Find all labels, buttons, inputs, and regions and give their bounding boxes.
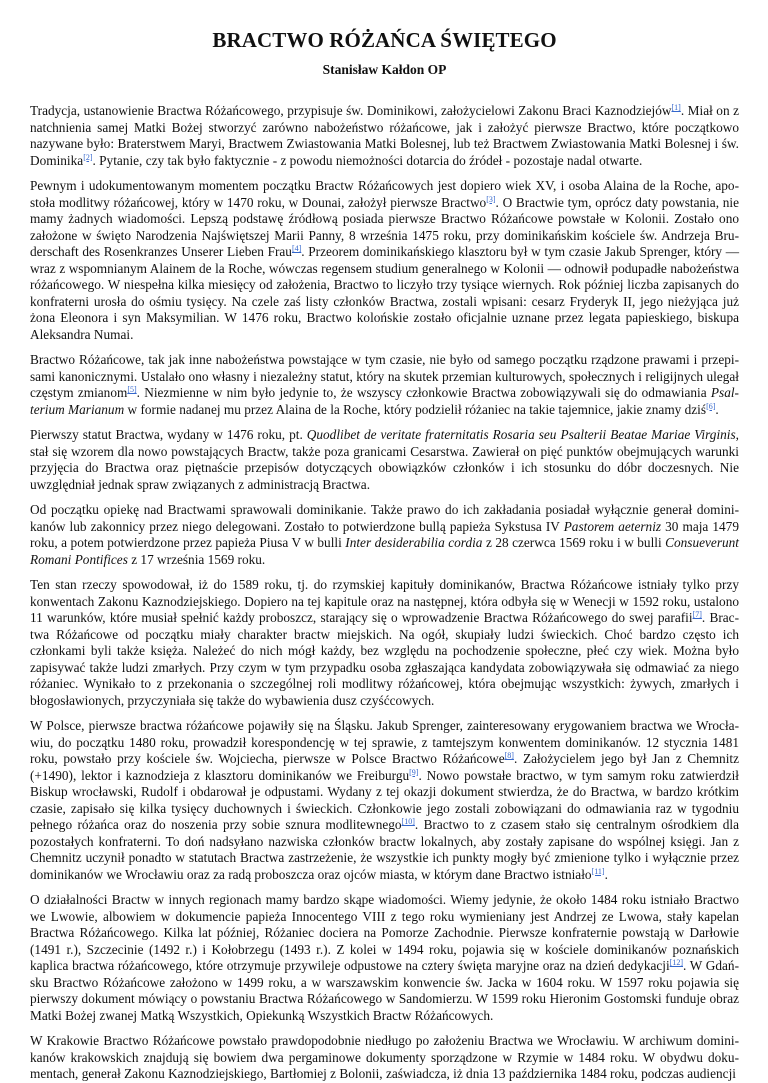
paragraph-text: . Bractwo to z czasem stało się centralnym ośrodkiem dla pozostałych konfraterni. To doń nadsyłano nazwiska członków bractw lokalnych, aby zostały zapisane do wspólnej księgi. Jan z Chemnitz uczynił ponadto w statutach Bractwa zastrzeżenie, że wszystkie ich punkty mogły być zmienione tylko i wyłącznie przez dominikanów we Wrocławiu oraz za radą proboszcza oraz ojców miasta, w którym dane Bractwo istniało bbox=[30, 817, 740, 882]
footnote-ref-link[interactable]: [3] bbox=[486, 194, 496, 204]
italic-title: Inter desiderabilia cordia bbox=[345, 535, 483, 550]
paragraph-text: Pierwszy statut Bractwa, wydany w 1476 roku, pt. bbox=[30, 427, 307, 442]
paragraph-text: Bractwo Różańcowe, tak jak inne nabożeństwa powstające w tym czasie, nie było od samego początku rządzone prawami i przepisami kanonicznymi. Ustalało ono własny i niezależny statut, który na skutek przemian kulturowych, społecznych i religijnych ulegał częstym zmianom bbox=[30, 352, 739, 400]
paragraph-text: Ten stan rzeczy spowodował, iż do 1589 roku, tj. do rzymskiej kapituły dominikanów, Bractwa Różańcowe istniały tylko przy konwentach Zakonu Kaznodziejskiego. Dopiero na tej kapitule oraz na następnej, która odbyła się w Wenecji w 1592 roku, ustalono 11 warunków, które musiał spełnić każdy proboszcz, starający się o wprowadzenie Bractwa Różańcowego do swej parafii bbox=[30, 577, 739, 625]
paragraph-text: . Miał on z natchnienia samej Matki Bożej stworzyć zarówno nabożeństwo różańcowe, jak i założyć pierwsze Bractwo, które początkowo nazywane było: Braterstwem Maryi, Bractwem Zwiastowania Matki Bolesnej, lub też Bractwem Zwiastowania Matki Bolesnej i św. Dominika bbox=[30, 103, 740, 168]
paragraph bbox=[30, 178, 739, 343]
paragraph-text: O działalności Bractw w innych regionach mamy bardzo skąpe wiadomości. Wiemy jedynie, że około 1484 roku istniało Bractwo we Lwowie, albowiem w dokumencie papieża Innocentego VIII z tego roku wymieniany jest Andrzej ze Lwowa, stały kapelan Bractwa Różańcowego. Kilka lat później, Różaniec dociera na Pomorze Zachodnie. Pierwsze konfraternie powstają w Darłowie (1491 r.), Szczecinie (1492 r.) i Kołobrzegu (1493 r.). Z kolei w 1494 roku, pojawia się w kościele dominikanów poznańskich kaplica bractwa różańcowego, które otrzymuje przywileje odpustowe na cztery święta maryjne oraz na dzień dedykacji bbox=[30, 892, 739, 973]
paragraph-text: . O Bractwie tym, oprócz daty powstania, nie mamy żadnych wiadomości. Lepszą podstawę źródłową posiada pierwsze Bractwo Różańcowe powstałe w Kolonii. Zostało ono założone w święto Narodzenia Najświętszej Marii Panny, 8 września 1475 roku, przy dominikańskim kościele św. Andrzeja Bruderschaft des Rosenkranzes Unserer Lieben Frau bbox=[30, 194, 739, 259]
paragraph-text: w formie nadanej mu przez Alaina de la Roche, który podzielił różaniec na takie tajemnice, jakie znamy dziś bbox=[124, 401, 707, 417]
paragraph-text: , stał się wzorem dla nowo powstających Bractw, także poza granicami Cesarstwa. Zawierał on pięć punktów obejmujących warunki przyjęcia do Bractwa oraz piętnaście przepisów dotyczących obowiązków członków i ich stosunku do dóbr doczesnych. Nie uwzględniał jednak spraw związanych z administracją Bractwa. bbox=[30, 427, 739, 492]
paragraph bbox=[30, 892, 739, 1024]
paragraph-text: z 28 czerwca 1569 roku i w bulli bbox=[482, 535, 666, 550]
footnote-ref-link[interactable]: [5] bbox=[127, 385, 137, 394]
paragraph-text: Od początku opiekę nad Bractwami sprawowali dominikanie. Także prawo do ich zakładania posiadał wyłącznie generał dominikanów lub zakonnicy przez niego delegowani. Zostało to potwierdzone bullą papieża Sykstusa IV bbox=[30, 502, 739, 534]
footnote-ref-link[interactable]: [8] bbox=[504, 751, 514, 760]
italic-title: Quodlibet de veritate fraternitatis Rosaria seu Psalterii Beatae Mariae Virginis bbox=[306, 427, 736, 442]
paragraph-text: W Polsce, pierwsze bractwa różańcowe pojawiły się na Śląsku. Jakub Sprenger, zainteresowany erygowaniem bractwa we Wrocławiu, do początku 1480 roku, prowadził korespondencję w tej sprawie, z tamtejszym konwentem dominikanów. 12 stycznia 1481 roku, powstało przy kościele św. Wojciecha, pierwsze w Polsce Bractwo Różańcowe bbox=[30, 718, 739, 766]
document-author: Stanisław Kałdon OP bbox=[322, 62, 447, 77]
italic-title: Pastorem aeterniz bbox=[563, 518, 662, 534]
paragraph-text: . Pytanie, czy tak było faktycznie - z powodu niemożności dotarcia do źródeł - pozostaje nadal otwarte. bbox=[92, 152, 643, 168]
paragraph-text: . Przeorem dominikańskiego klasztoru był w tym czasie Jakub Sprenger, który — wraz z wspomnianym Alainem de la Roche, wówczas regensem studium generalnego w Kolonii — odnowił podupadłe nabożeństwa różańcowego. W niespełna kilka miesięcy od założenia, Bractwo to liczyło trzy tysiące wiernych. Rok później liczba zapisanych do konfraterni urosła do ośmiu tysięcy. Na czele zaś listy członków Bractwa, zostali wpisani: cesarz Fryderyk II, jego nieżyjąca już żona Eleonora i syn Maksymilian. W 1476 roku, Bractwo kolońskie zostało oficjalnie uznane przez legata papieskiego, biskupa Aleksandra Numai. bbox=[30, 244, 740, 342]
footnote-ref-link[interactable]: [10] bbox=[401, 817, 415, 826]
document-title: BRACTWO RÓŻAŃCA ŚWIĘTEGO bbox=[212, 28, 557, 52]
footnote-ref-link[interactable]: [2] bbox=[83, 152, 93, 162]
paragraph-text: Tradycja, ustanowienie Bractwa Różańcowego, przypisuje św. Dominikowi, założycielowi Zakonu Braci Kaznodziejów bbox=[30, 103, 672, 118]
footnote-ref-link[interactable]: [4] bbox=[291, 244, 302, 253]
paragraph-text: . Założycielem jego był Jan z Chemnitz (+1490), lektor i kaznodzieja z klasztoru dominikanów we Freiburgu bbox=[30, 751, 739, 783]
footnote-ref-link[interactable]: [1] bbox=[671, 103, 681, 112]
italic-title: Consueverunt Romani Pontifices bbox=[30, 535, 740, 567]
paragraph-text: z 17 września 1569 roku. bbox=[127, 551, 266, 567]
paragraph bbox=[30, 427, 739, 493]
italic-title: Psalterium Marianum bbox=[30, 385, 739, 417]
footnote-ref-link[interactable]: [11] bbox=[591, 866, 605, 876]
paragraph-text: . Bractwa Różańcowe od początku miały charakter bractw miejskich. Na ogół, skupiały ludzi świeckich. Choć bardzo często ich członkami byli także księża. Należeć do nich mógł każdy, bez względu na pochodzenie społeczne, płeć czy wiek. Można było zapisywać także ludzi zmarłych. Przy czym w tym przypadku osoba zgłaszająca kandydata zobowiązywała się odmawiać za niego różaniec. Wynikało to z przekonania o szczególnej roli modlitwy różańcowej, która obejmując wszystkich: żywych, zmarłych i błogosławionych, przyczyniała się także do wybawienia dusz czyśćcowych. bbox=[30, 610, 740, 708]
footnote-ref-link[interactable]: [9] bbox=[409, 767, 419, 777]
paragraph-text: 30 maja 1479 roku, a potem potwierdzone przez papieża Piusa V w bulli bbox=[30, 518, 739, 550]
paragraph-text: . W Gdańsku Bractwo Różańcowe założono w 1499 roku, a w warszawskim konwencie św. Jacka w 1604 roku. W 1597 roku pojawia się pierwszy dokument mówiący o powstaniu Bractwa Różańcowego w Sandomierzu. W 1599 roku Hieronim Gostomski funduje obraz Matki Bożej zwanej Matką Wszystkich, Opiekunką Wszystkich Bractw Różańcowych. bbox=[30, 958, 739, 1023]
paragraph bbox=[30, 103, 739, 169]
paragraph-text: W Krakowie Bractwo Różańcowe powstało prawdopodobnie niedługo po założeniu Bractwa we Wrocławiu. W archiwum dominikanów krakowskich znajdują się bowiem dwa pergaminowe dokumenty sporządzone w Rzymie w 1484 roku. W obydwu dokumentach, generał Zakonu Kaznodziejskiego, Bartłomiej z Bolonii, zaświadcza, iż dnia 13 października 1484 roku, podczas audiencji bbox=[30, 1033, 739, 1081]
footnote-ref-link[interactable]: [12] bbox=[669, 958, 683, 967]
paragraph-text: . bbox=[604, 866, 608, 882]
paragraph-text: . Niezmienne w nim było jedynie to, że wszyscy członkowie Bractwa zobowiązywali się do odmawiania bbox=[136, 385, 711, 400]
paragraph-text: . Nowo powstałe bractwo, w tym samym roku zatwierdził Biskup wrocławski, Rudolf i obdarował je odpustami. Wydany z tej okazji dokument stwierdza, że do Bractwa, w bardzo krótkim czasie, zapisało się kilka tysięcy duchownych i świeckich. Członkowie jego zostali zobowiązani do odmawiania raz w tygodniu pełnego różańca oraz do noszenia przy sobie sznura modlitewnego bbox=[30, 767, 739, 832]
paragraph bbox=[30, 352, 739, 418]
paragraph bbox=[30, 1033, 739, 1083]
paragraph bbox=[30, 502, 739, 568]
paragraph-text: . bbox=[715, 401, 719, 417]
paragraph-text: Pewnym i udokumentowanym momentem początku Bractw Różańcowych jest dopiero wiek XV, i osoba Alaina de la Roche, apostoła modlitwy różańcowej, który w 1470 roku, w Dounai, założył pierwsze Bractwo bbox=[30, 178, 739, 210]
paragraph bbox=[30, 577, 739, 709]
paragraph bbox=[30, 718, 739, 883]
document-body bbox=[30, 103, 739, 1083]
footnote-ref-link[interactable]: [7] bbox=[692, 610, 702, 619]
footnote-ref-link[interactable]: [6] bbox=[706, 401, 716, 411]
